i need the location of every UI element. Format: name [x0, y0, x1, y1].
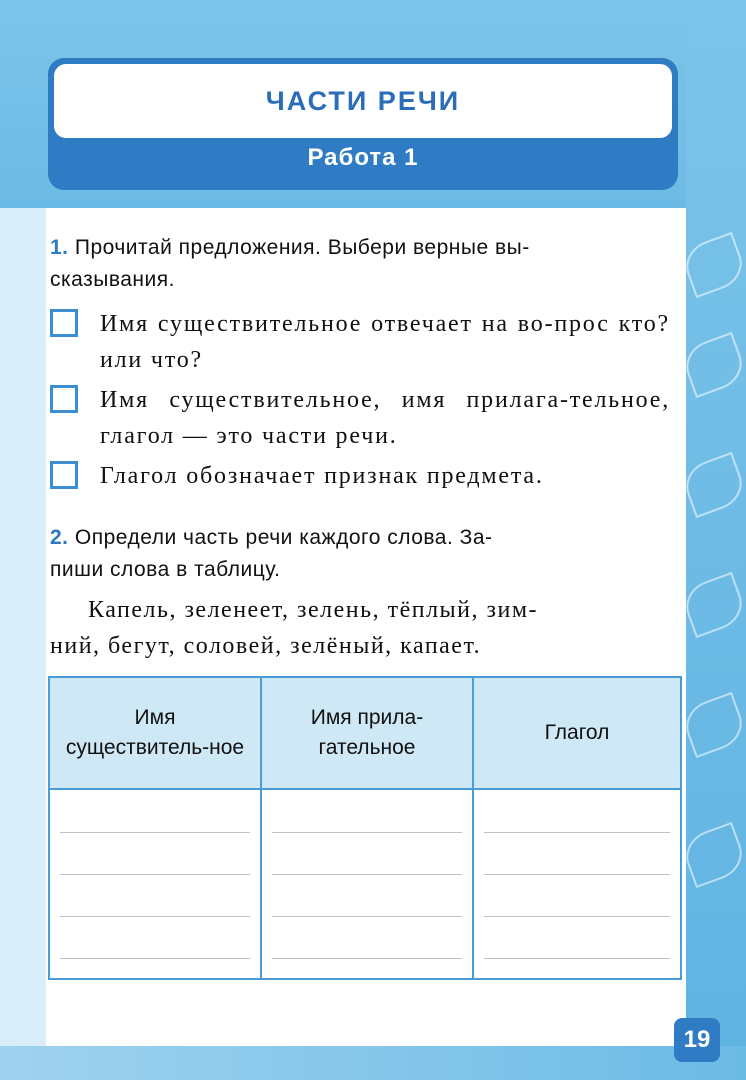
column-header-verb: Глагол: [472, 678, 680, 788]
leaf-decor-icon: [679, 692, 746, 758]
write-line: [60, 958, 250, 959]
write-line: [484, 958, 670, 959]
column-header-noun: Имя существитель-ное: [65, 706, 245, 759]
write-line: [484, 916, 670, 917]
write-line: [484, 832, 670, 833]
leaf-decor-icon: [679, 822, 746, 888]
write-line: [60, 832, 250, 833]
write-line: [272, 958, 462, 959]
table-body: [50, 790, 680, 978]
answer-column-adjective[interactable]: [260, 790, 472, 978]
write-line: [484, 874, 670, 875]
task-number: 2.: [50, 526, 69, 549]
right-decor-band: [686, 0, 746, 1080]
answer-column-noun[interactable]: [50, 790, 260, 978]
answer-column-verb[interactable]: [472, 790, 680, 978]
leaf-decor-icon: [679, 572, 746, 638]
task-2-prompt: 2. Определи часть речи каждого слова. За- пиши слова в таблицу.: [50, 526, 493, 581]
bottom-decor-band: [0, 1046, 746, 1080]
checkbox-option-3[interactable]: [50, 461, 78, 489]
write-line: [60, 916, 250, 917]
task-1-prompt: 1. Прочитай предложения. Выбери верные вы- сказывания.: [50, 236, 530, 291]
option-1: [50, 306, 670, 378]
write-line: [272, 916, 462, 917]
option-3: [50, 458, 670, 494]
leaf-decor-icon: [679, 332, 746, 398]
option-2: [50, 382, 670, 454]
option-text: Глагол обозначает признак предмета.: [100, 463, 544, 489]
option-text: Имя существительное отвечает на во-прос кто? или что?: [100, 311, 670, 373]
write-line: [60, 874, 250, 875]
leaf-decor-icon: [679, 452, 746, 518]
word-list: Капель, зеленеет, зелень, тёплый, зим- ний, бегут, соловей, зелёный, капает.: [50, 597, 539, 659]
section-header: [48, 58, 678, 190]
option-text: Имя существительное, имя прилага-тельное, глагол — это части речи.: [100, 387, 670, 449]
page-title: ЧАСТИ РЕЧИ: [265, 85, 461, 116]
page-number: 19: [674, 1018, 720, 1062]
column-header-adjective: Имя прила-гательное: [260, 678, 472, 788]
checkbox-option-2[interactable]: [50, 385, 78, 413]
checkbox-option-1[interactable]: [50, 309, 78, 337]
table-header: [50, 678, 680, 790]
answer-table: [48, 676, 682, 980]
write-line: [272, 874, 462, 875]
task-number: 1.: [50, 236, 69, 259]
write-line: [272, 832, 462, 833]
work-subtitle: Работа 1: [307, 144, 419, 171]
leaf-decor-icon: [679, 232, 746, 298]
